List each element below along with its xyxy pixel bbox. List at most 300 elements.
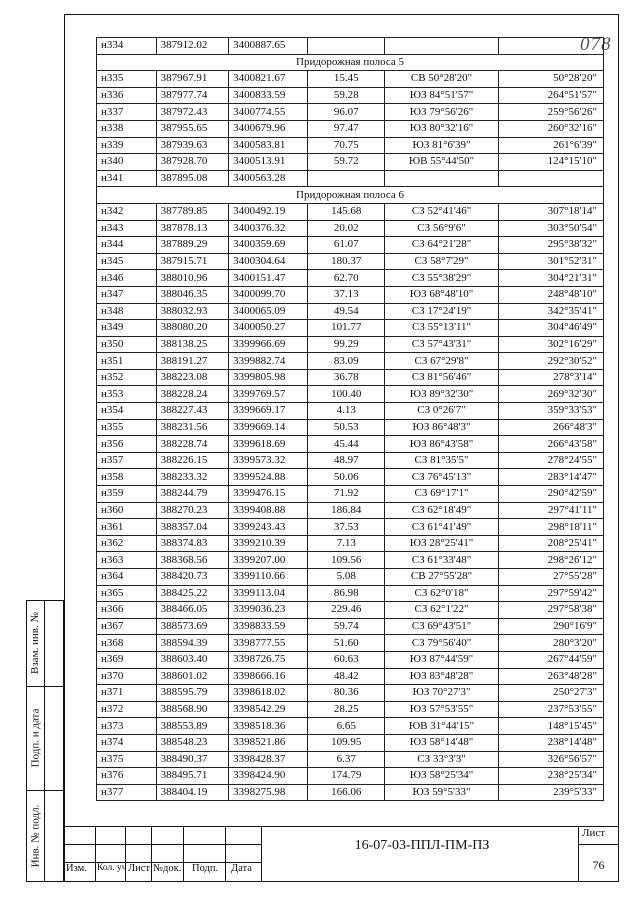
length-cell: 51.60 — [308, 635, 385, 652]
point-id-cell: н337 — [97, 104, 157, 121]
azimuth-cell: 302°16'29" — [498, 336, 603, 353]
length-cell: 70.75 — [308, 137, 385, 154]
x-coord-cell: 388601.02 — [156, 668, 229, 685]
table-row — [97, 519, 604, 536]
azimuth-cell: 248°48'10" — [498, 286, 603, 303]
azimuth-cell: 237°53'55" — [498, 701, 603, 718]
table-row — [97, 768, 604, 785]
azimuth-cell — [498, 38, 603, 55]
azimuth-cell: 148°15'45" — [498, 718, 603, 735]
x-coord-cell: 388270.23 — [156, 502, 229, 519]
y-coord-cell: 3398618.02 — [229, 685, 308, 702]
table-row — [97, 237, 604, 254]
point-id-cell: н364 — [97, 569, 157, 586]
point-id-cell: н353 — [97, 386, 157, 403]
point-id-cell: н347 — [97, 286, 157, 303]
y-coord-cell: 3400583.81 — [229, 137, 308, 154]
y-coord-cell: 3400563.28 — [229, 170, 308, 187]
azimuth-cell: 269°32'30" — [498, 386, 603, 403]
x-coord-cell: 388495.71 — [156, 768, 229, 785]
length-cell: 109.56 — [308, 552, 385, 569]
x-coord-cell: 388368.56 — [156, 552, 229, 569]
bearing-cell: СЗ 67°29'8" — [385, 353, 499, 370]
side-stamp-podp: Подп. и дата — [29, 708, 42, 768]
azimuth-cell: 290°42'59" — [498, 486, 603, 503]
point-id-cell: н377 — [97, 784, 157, 801]
length-cell: 61.07 — [308, 237, 385, 254]
bearing-cell: ЮЗ 89°32'30" — [385, 386, 499, 403]
y-coord-cell: 3399882.74 — [229, 353, 308, 370]
bearing-cell: СЗ 55°13'11" — [385, 320, 499, 337]
x-coord-cell: 388573.69 — [156, 618, 229, 635]
bearing-cell: СЗ 61°41'49" — [385, 519, 499, 536]
bearing-cell: ЮЗ 86°43'58" — [385, 436, 499, 453]
y-coord-cell: 3399243.43 — [229, 519, 308, 536]
y-coord-cell: 3399524.88 — [229, 469, 308, 486]
point-id-cell: н336 — [97, 87, 157, 104]
tb-label-izm: Изм. — [66, 863, 87, 874]
table-row — [97, 718, 604, 735]
length-cell: 100.40 — [308, 386, 385, 403]
point-id-cell: н371 — [97, 685, 157, 702]
point-id-cell: н346 — [97, 270, 157, 287]
bearing-cell: СЗ 52°41'46" — [385, 203, 499, 220]
x-coord-cell: 388244.79 — [156, 486, 229, 503]
y-coord-cell: 3399669.17 — [229, 403, 308, 420]
x-coord-cell: 388568.90 — [156, 701, 229, 718]
y-coord-cell: 3400050.27 — [229, 320, 308, 337]
y-coord-cell: 3398666.16 — [229, 668, 308, 685]
y-coord-cell: 3398424.90 — [229, 768, 308, 785]
azimuth-cell: 124°15'10" — [498, 154, 603, 171]
table-row — [97, 403, 604, 420]
table-row — [97, 469, 604, 486]
tb-label-list: Лист — [128, 863, 150, 874]
bearing-cell: СЗ 69°43'51" — [385, 618, 499, 635]
bearing-cell: ЮЗ 58°25'34" — [385, 768, 499, 785]
table-row — [97, 71, 604, 88]
x-coord-cell: 388231.56 — [156, 419, 229, 436]
azimuth-cell: 359°33'53" — [498, 403, 603, 420]
azimuth-cell: 292°30'52" — [498, 353, 603, 370]
bearing-cell: СЗ 57°43'31" — [385, 336, 499, 353]
bearing-cell: СЗ 64°21'28" — [385, 237, 499, 254]
y-coord-cell: 3398275.98 — [229, 784, 308, 801]
x-coord-cell: 388233.32 — [156, 469, 229, 486]
point-id-cell: н360 — [97, 502, 157, 519]
length-cell: 186.84 — [308, 502, 385, 519]
x-coord-cell: 388357.04 — [156, 519, 229, 536]
azimuth-cell: 298°18'11" — [498, 519, 603, 536]
length-cell: 59.28 — [308, 87, 385, 104]
y-coord-cell: 3399573.32 — [229, 452, 308, 469]
x-coord-cell: 388228.74 — [156, 436, 229, 453]
azimuth-cell: 267°44'59" — [498, 651, 603, 668]
azimuth-cell: 295°38'32" — [498, 237, 603, 254]
length-cell: 48.42 — [308, 668, 385, 685]
bearing-cell: ЮЗ 70°27'3" — [385, 685, 499, 702]
length-cell: 180.37 — [308, 253, 385, 270]
azimuth-cell: 290°16'9" — [498, 618, 603, 635]
table-row — [97, 419, 604, 436]
point-id-cell: н359 — [97, 486, 157, 503]
length-cell: 49.54 — [308, 303, 385, 320]
y-coord-cell: 3398726.75 — [229, 651, 308, 668]
length-cell: 15.45 — [308, 71, 385, 88]
bearing-cell — [385, 38, 499, 55]
length-cell: 37.53 — [308, 519, 385, 536]
length-cell: 48.97 — [308, 452, 385, 469]
point-id-cell: н368 — [97, 635, 157, 652]
x-coord-cell: 387878.13 — [156, 220, 229, 237]
point-id-cell: н352 — [97, 369, 157, 386]
table-row — [97, 784, 604, 801]
document-code: 16-07-03-ППЛ-ПМ-ПЗ — [354, 838, 490, 853]
bearing-cell: ЮЗ 58°14'48" — [385, 734, 499, 751]
table-row — [97, 602, 604, 619]
y-coord-cell: 3399113.04 — [229, 585, 308, 602]
y-coord-cell: 3399408.88 — [229, 502, 308, 519]
sheet-number: 76 — [592, 858, 605, 872]
x-coord-cell: 388594.39 — [156, 635, 229, 652]
length-cell: 83.09 — [308, 353, 385, 370]
bearing-cell: ЮЗ 87°44'59" — [385, 651, 499, 668]
azimuth-cell: 278°3'14" — [498, 369, 603, 386]
azimuth-cell: 266°48'3" — [498, 419, 603, 436]
length-cell: 5.08 — [308, 569, 385, 586]
y-coord-cell: 3398518.36 — [229, 718, 308, 735]
table-row — [97, 618, 604, 635]
table-row — [97, 120, 604, 137]
point-id-cell: н344 — [97, 237, 157, 254]
tb-label-data: Дата — [231, 863, 252, 874]
table-row — [97, 270, 604, 287]
length-cell: 50.06 — [308, 469, 385, 486]
length-cell: 97.47 — [308, 120, 385, 137]
y-coord-cell: 3399210.39 — [229, 535, 308, 552]
point-id-cell: н345 — [97, 253, 157, 270]
table-row — [97, 751, 604, 768]
azimuth-cell: 263°48'28" — [498, 668, 603, 685]
x-coord-cell: 388548.23 — [156, 734, 229, 751]
bearing-cell: СЗ 0°26'7" — [385, 403, 499, 420]
length-cell: 145.68 — [308, 203, 385, 220]
bearing-cell: ЮВ 55°44'50" — [385, 154, 499, 171]
x-coord-cell: 388490.37 — [156, 751, 229, 768]
length-cell: 4.13 — [308, 403, 385, 420]
y-coord-cell: 3400513.91 — [229, 154, 308, 171]
y-coord-cell: 3400376.32 — [229, 220, 308, 237]
bearing-cell: СЗ 17°24'19" — [385, 303, 499, 320]
length-cell: 86.98 — [308, 585, 385, 602]
bearing-cell: ЮЗ 68°48'10" — [385, 286, 499, 303]
x-coord-cell: 387928.70 — [156, 154, 229, 171]
y-coord-cell: 3399110.66 — [229, 569, 308, 586]
y-coord-cell: 3398542.29 — [229, 701, 308, 718]
bearing-cell: СЗ 56°9'6" — [385, 220, 499, 237]
point-id-cell: н343 — [97, 220, 157, 237]
length-cell: 109.95 — [308, 734, 385, 751]
x-coord-cell: 387967.91 — [156, 71, 229, 88]
x-coord-cell: 388080.20 — [156, 320, 229, 337]
bearing-cell: СЗ 33°3'3" — [385, 751, 499, 768]
point-id-cell: н340 — [97, 154, 157, 171]
bearing-cell: ЮВ 31°44'15" — [385, 718, 499, 735]
table-row — [97, 203, 604, 220]
bearing-cell: СЗ 81°35'5" — [385, 452, 499, 469]
azimuth-cell: 298°26'12" — [498, 552, 603, 569]
table-row — [97, 104, 604, 121]
length-cell: 71.92 — [308, 486, 385, 503]
tb-label-ndok: №док. — [153, 863, 182, 874]
bearing-cell: СЗ 76°45'13" — [385, 469, 499, 486]
azimuth-cell — [498, 170, 603, 187]
azimuth-cell: 297°41'11" — [498, 502, 603, 519]
x-coord-cell: 388046.35 — [156, 286, 229, 303]
point-id-cell: н334 — [97, 38, 157, 55]
point-id-cell: н355 — [97, 419, 157, 436]
table-row — [97, 369, 604, 386]
azimuth-cell: 280°3'20" — [498, 635, 603, 652]
y-coord-cell: 3399476.15 — [229, 486, 308, 503]
length-cell: 60.63 — [308, 651, 385, 668]
table-row — [97, 253, 604, 270]
x-coord-cell: 388374.83 — [156, 535, 229, 552]
table-row — [97, 635, 604, 652]
x-coord-cell: 387895.08 — [156, 170, 229, 187]
table-row — [97, 734, 604, 751]
azimuth-cell: 27°55'28" — [498, 569, 603, 586]
point-id-cell: н351 — [97, 353, 157, 370]
handwritten-page-number: 078 — [580, 34, 612, 55]
azimuth-cell: 266°43'58" — [498, 436, 603, 453]
point-id-cell: н354 — [97, 403, 157, 420]
bearing-cell: СЗ 55°38'29" — [385, 270, 499, 287]
bearing-cell: СЗ 62°0'18" — [385, 585, 499, 602]
length-cell: 28.25 — [308, 701, 385, 718]
bearing-cell: СВ 27°55'28" — [385, 569, 499, 586]
x-coord-cell: 388227.43 — [156, 403, 229, 420]
x-coord-cell: 387939.63 — [156, 137, 229, 154]
azimuth-cell: 301°52'31" — [498, 253, 603, 270]
point-id-cell: н350 — [97, 336, 157, 353]
y-coord-cell: 3399669.14 — [229, 419, 308, 436]
bearing-cell: ЮЗ 81°6'39" — [385, 137, 499, 154]
x-coord-cell: 388138.25 — [156, 336, 229, 353]
y-coord-cell: 3400099.70 — [229, 286, 308, 303]
table-row — [97, 336, 604, 353]
table-row — [97, 585, 604, 602]
x-coord-cell: 388404.19 — [156, 784, 229, 801]
section-title: Придорожная полоса 6 — [97, 187, 604, 204]
azimuth-cell: 264°51'57" — [498, 87, 603, 104]
length-cell: 20.02 — [308, 220, 385, 237]
azimuth-cell: 50°28'20" — [498, 71, 603, 88]
bearing-cell: ЮЗ 79°56'26" — [385, 104, 499, 121]
point-id-cell: н373 — [97, 718, 157, 735]
azimuth-cell: 261°6'39" — [498, 137, 603, 154]
length-cell: 96.07 — [308, 104, 385, 121]
bearing-cell: ЮЗ 57°53'55" — [385, 701, 499, 718]
x-coord-cell: 388425.22 — [156, 585, 229, 602]
azimuth-cell: 239°5'33" — [498, 784, 603, 801]
point-id-cell: н338 — [97, 120, 157, 137]
azimuth-cell: 208°25'41" — [498, 535, 603, 552]
y-coord-cell: 3399036.23 — [229, 602, 308, 619]
length-cell: 6.65 — [308, 718, 385, 735]
table-row — [97, 668, 604, 685]
length-cell: 101.77 — [308, 320, 385, 337]
bearing-cell: СВ 50°28'20" — [385, 71, 499, 88]
y-coord-cell: 3400304.64 — [229, 253, 308, 270]
y-coord-cell: 3400359.69 — [229, 237, 308, 254]
bearing-cell: ЮЗ 83°48'28" — [385, 668, 499, 685]
point-id-cell: н362 — [97, 535, 157, 552]
table-row — [97, 701, 604, 718]
length-cell: 50.53 — [308, 419, 385, 436]
y-coord-cell: 3399769.57 — [229, 386, 308, 403]
x-coord-cell: 387889.29 — [156, 237, 229, 254]
point-id-cell: н358 — [97, 469, 157, 486]
bearing-cell: СЗ 58°7'29" — [385, 253, 499, 270]
point-id-cell: н367 — [97, 618, 157, 635]
tb-label-kol: Кол. уч — [97, 863, 127, 873]
x-coord-cell: 388191.27 — [156, 353, 229, 370]
bearing-cell: ЮЗ 86°48'3" — [385, 419, 499, 436]
table-row — [97, 137, 604, 154]
x-coord-cell: 387977.74 — [156, 87, 229, 104]
azimuth-cell: 283°14'47" — [498, 469, 603, 486]
azimuth-cell: 238°25'34" — [498, 768, 603, 785]
y-coord-cell: 3400887.65 — [229, 38, 308, 55]
point-id-cell: н342 — [97, 203, 157, 220]
bearing-cell: ЮЗ 84°51'57" — [385, 87, 499, 104]
bearing-cell: ЮЗ 28°25'41" — [385, 535, 499, 552]
x-coord-cell: 387915.71 — [156, 253, 229, 270]
y-coord-cell: 3400492.19 — [229, 203, 308, 220]
table-row — [97, 651, 604, 668]
table-row — [97, 436, 604, 453]
table-row — [97, 569, 604, 586]
y-coord-cell: 3399805.98 — [229, 369, 308, 386]
y-coord-cell: 3400151.47 — [229, 270, 308, 287]
side-stamp-vzam: Взам. инв. № — [29, 612, 41, 674]
point-id-cell: н339 — [97, 137, 157, 154]
length-cell: 6.37 — [308, 751, 385, 768]
table-row — [97, 303, 604, 320]
table-row — [97, 486, 604, 503]
section-title: Придорожная полоса 5 — [97, 54, 604, 71]
x-coord-cell: 388595.79 — [156, 685, 229, 702]
bearing-cell: СЗ 79°56'40" — [385, 635, 499, 652]
table-row — [97, 535, 604, 552]
point-id-cell: н365 — [97, 585, 157, 602]
y-coord-cell: 3398521.86 — [229, 734, 308, 751]
table-row — [97, 386, 604, 403]
table-row — [97, 220, 604, 237]
table-row — [97, 502, 604, 519]
y-coord-cell: 3400065.09 — [229, 303, 308, 320]
x-coord-cell: 388226.15 — [156, 452, 229, 469]
sheet-label: Лист — [582, 827, 606, 839]
length-cell: 174.79 — [308, 768, 385, 785]
coordinates-table — [96, 37, 604, 801]
table-row — [97, 320, 604, 337]
y-coord-cell: 3400833.59 — [229, 87, 308, 104]
azimuth-cell: 297°58'38" — [498, 602, 603, 619]
length-cell: 80.36 — [308, 685, 385, 702]
azimuth-cell: 342°35'41" — [498, 303, 603, 320]
azimuth-cell: 260°32'16" — [498, 120, 603, 137]
length-cell: 99.29 — [308, 336, 385, 353]
bearing-cell: СЗ 61°33'48" — [385, 552, 499, 569]
y-coord-cell: 3398833.59 — [229, 618, 308, 635]
section-header-row — [97, 187, 604, 204]
point-id-cell: н363 — [97, 552, 157, 569]
bearing-cell: СЗ 69°17'1" — [385, 486, 499, 503]
x-coord-cell: 388420.73 — [156, 569, 229, 586]
y-coord-cell: 3398428.37 — [229, 751, 308, 768]
azimuth-cell: 304°21'31" — [498, 270, 603, 287]
section-header-row — [97, 54, 604, 71]
azimuth-cell: 259°56'26" — [498, 104, 603, 121]
table-row — [97, 452, 604, 469]
x-coord-cell: 388032.93 — [156, 303, 229, 320]
x-coord-cell: 387789.85 — [156, 203, 229, 220]
length-cell: 229.46 — [308, 602, 385, 619]
y-coord-cell: 3399207.00 — [229, 552, 308, 569]
point-id-cell: н374 — [97, 734, 157, 751]
azimuth-cell: 303°50'54" — [498, 220, 603, 237]
point-id-cell: н341 — [97, 170, 157, 187]
azimuth-cell: 278°24'55" — [498, 452, 603, 469]
length-cell: 7.13 — [308, 535, 385, 552]
table-row — [97, 286, 604, 303]
azimuth-cell: 307°18'14" — [498, 203, 603, 220]
length-cell: 37.13 — [308, 286, 385, 303]
point-id-cell: н357 — [97, 452, 157, 469]
y-coord-cell: 3400774.55 — [229, 104, 308, 121]
x-coord-cell: 388466.05 — [156, 602, 229, 619]
length-cell — [308, 170, 385, 187]
length-cell: 62.70 — [308, 270, 385, 287]
table-row — [97, 154, 604, 171]
length-cell — [308, 38, 385, 55]
point-id-cell: н369 — [97, 651, 157, 668]
bearing-cell — [385, 170, 499, 187]
length-cell: 59.72 — [308, 154, 385, 171]
length-cell: 166.06 — [308, 784, 385, 801]
x-coord-cell: 388603.40 — [156, 651, 229, 668]
length-cell: 59.74 — [308, 618, 385, 635]
side-stamp-frame — [44, 600, 64, 882]
x-coord-cell: 388223.08 — [156, 369, 229, 386]
y-coord-cell: 3398777.55 — [229, 635, 308, 652]
table-row — [97, 170, 604, 187]
x-coord-cell: 387972.43 — [156, 104, 229, 121]
azimuth-cell: 297°59'42" — [498, 585, 603, 602]
y-coord-cell: 3400821.67 — [229, 71, 308, 88]
table-row — [97, 38, 604, 55]
point-id-cell: н376 — [97, 768, 157, 785]
point-id-cell: н366 — [97, 602, 157, 619]
point-id-cell: н349 — [97, 320, 157, 337]
tb-label-podp: Подп. — [192, 863, 219, 874]
point-id-cell: н335 — [97, 71, 157, 88]
x-coord-cell: 387955.65 — [156, 120, 229, 137]
bearing-cell: ЮЗ 80°32'16" — [385, 120, 499, 137]
bearing-cell: СЗ 81°56'46" — [385, 369, 499, 386]
